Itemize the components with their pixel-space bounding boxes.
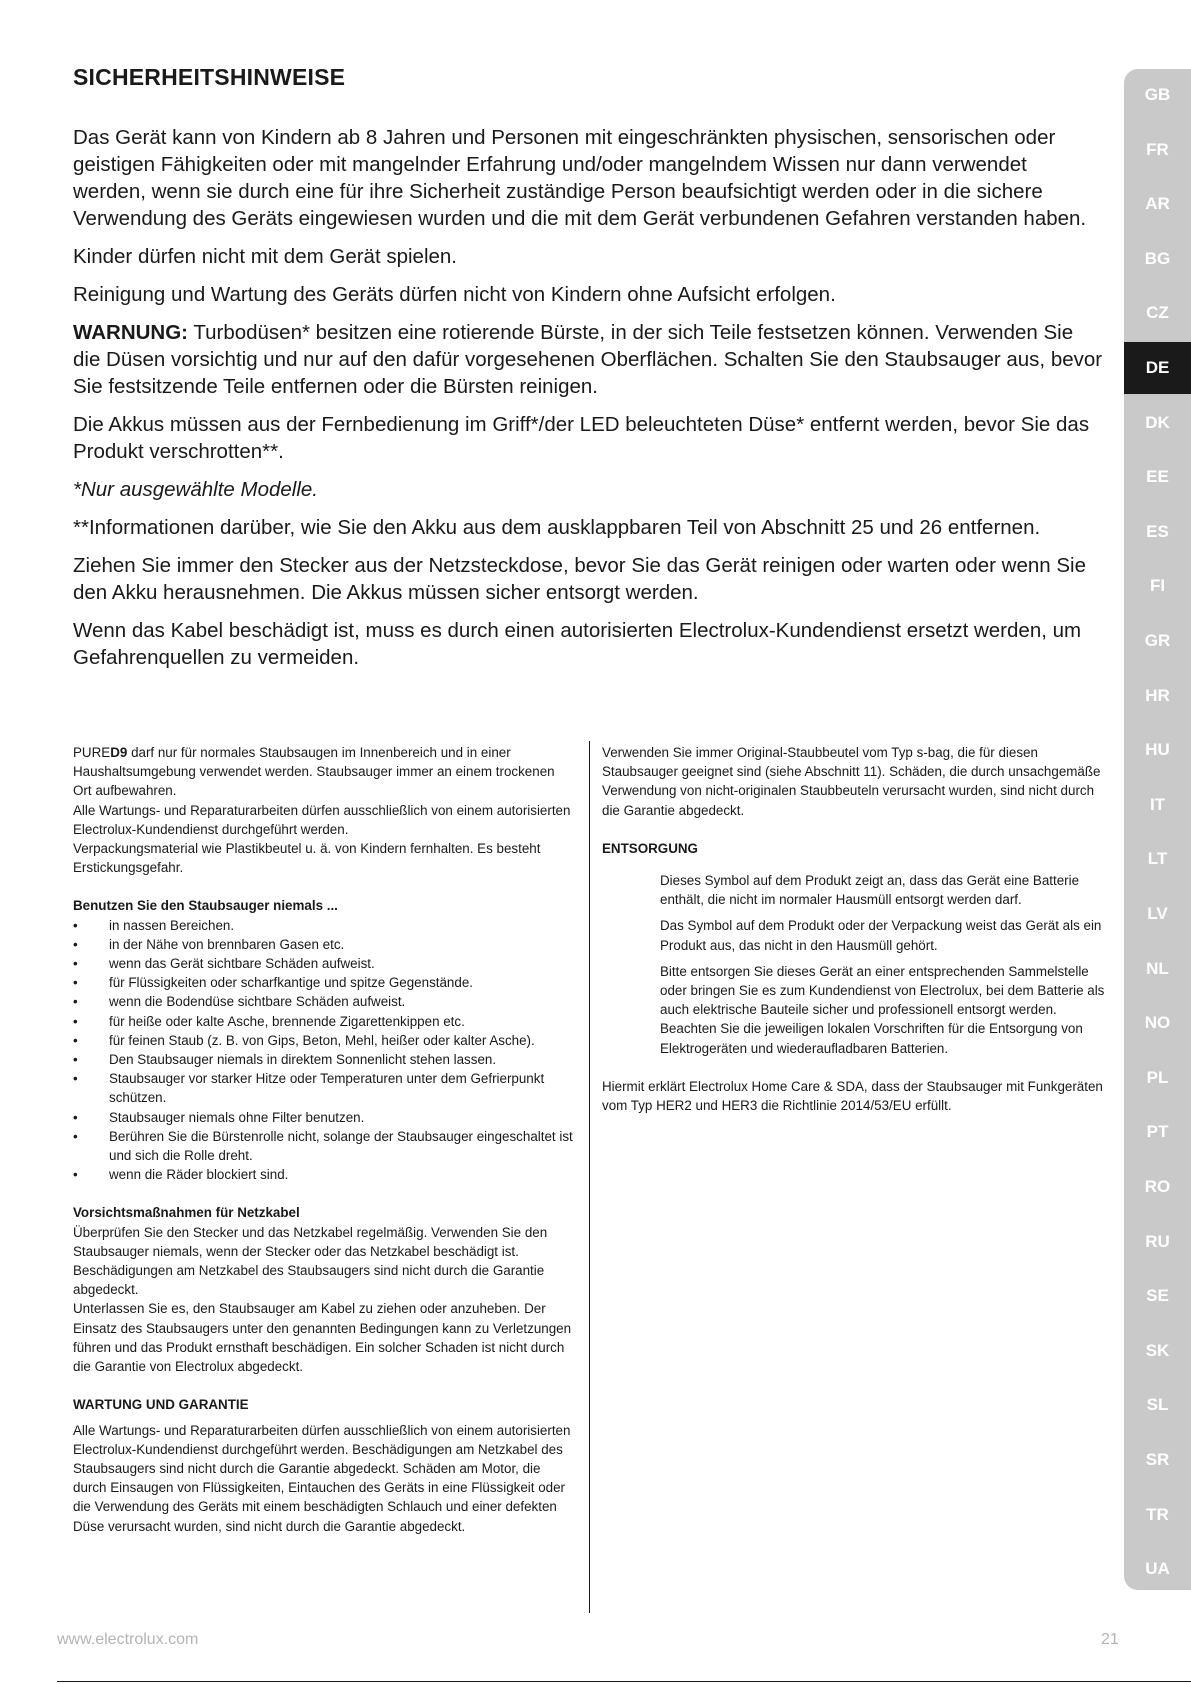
page-number: 21 (1101, 1631, 1119, 1648)
language-tab-lt[interactable]: LT (1147, 849, 1168, 869)
disposal-heading: ENTSORGUNG (602, 840, 698, 856)
language-tab-ee[interactable]: EE (1146, 467, 1169, 487)
language-tab-ar[interactable]: AR (1145, 194, 1170, 214)
language-tab-sk[interactable]: SK (1145, 1340, 1170, 1360)
language-tab-hu[interactable]: HU (1145, 740, 1170, 760)
bullet: • (73, 975, 78, 991)
list-item: • wenn die Bodendüse sichtbare Schäden aufweist. (73, 992, 573, 1011)
model-name-suffix: D9 (110, 745, 128, 760)
footer-url[interactable]: www.electrolux.com (57, 1631, 199, 1648)
language-tab-fi[interactable]: FI (1149, 576, 1166, 596)
intro-footnote-models: *Nur ausgewählte Modelle. (73, 478, 318, 501)
usage-paragraph (73, 743, 573, 801)
bullet: • (73, 936, 78, 952)
language-tab-sr[interactable]: SR (1145, 1450, 1170, 1469)
warning-label: WARNUNG: (73, 321, 189, 344)
list-item: • für Flüssigkeiten oder scharfkantige und spitze Gegenstände. (73, 973, 573, 992)
language-tab-pt[interactable]: PT (1146, 1122, 1169, 1142)
disposal-block (602, 871, 1107, 1058)
list-item: • wenn das Gerät sichtbare Schäden aufweist. (73, 954, 573, 973)
language-tab-it[interactable]: IT (1149, 794, 1166, 814)
intro-paragraph-warning (73, 319, 1103, 400)
intro-paragraph-children-play: Kinder dürfen nicht mit dem Gerät spielen. (73, 245, 457, 268)
list-item: • Den Staubsauger niemals in direktem Sonnenlicht stehen lassen. (73, 1050, 573, 1069)
intro-paragraph-cable: Wenn das Kabel beschädigt ist, muss es durch einen autorisierten Electrolux-Kundendienst ersetzt werden, um Gefahrenquellen zu vermeiden. (73, 619, 1082, 669)
service-paragraph: Alle Wartungs- und Reparaturarbeiten dürfen ausschließlich von einem autorisierten Electrolux-Kundendienst durchgeführt werden. (73, 802, 571, 837)
warranty-heading: WARTUNG UND GARANTIE (73, 1397, 249, 1413)
bullet: • (73, 1013, 78, 1029)
bullet: • (73, 994, 78, 1010)
declaration-paragraph: Hiermit erklärt Electrolux Home Care & SDA, dass der Staubsauger mit Funkgeräten vom Typ HER2 und HER3 die Richtlinie 2014/53/EU erfüllt. (602, 1078, 1103, 1114)
language-tab-gr[interactable]: GR (1144, 631, 1171, 650)
warranty-paragraph: Alle Wartungs- und Reparaturarbeiten dürfen ausschließlich von einem autorisierten Electrolux-Kundendienst durchgeführt werden. Beschädigungen am Netzkabel des Staubsaugers sind nicht durch die Garantie abgedeckt. Schäden am Motor, die durch Einsaugen von Flüssigkeiten, Eintauchen des Geräts in eine Flüssigkeit oder die Verwendung des Geräts mit einem beschädigten Schlauch und einer defekten Düse verursacht wurden, sind nicht durch die Garantie abgedeckt. (73, 1422, 571, 1534)
bullet: • (73, 1128, 78, 1144)
bullet: • (73, 1032, 78, 1048)
language-tab-sl[interactable]: SL (1146, 1395, 1169, 1415)
language-tab-tr[interactable]: TR (1146, 1504, 1169, 1524)
bullet: • (73, 956, 78, 972)
language-tab-no[interactable]: NO (1144, 1013, 1171, 1033)
list-item: • in nassen Bereichen. (73, 916, 573, 935)
disposal-paragraph-battery-symbol: Dieses Symbol auf dem Produkt zeigt an, dass das Gerät eine Batterie enthält, die nicht im normaler Hausmüll entsorgt werden darf. (660, 873, 1080, 908)
never-use-list (73, 916, 573, 1185)
list-item: • wenn die Räder blockiert sind. (73, 1165, 573, 1184)
list-item: • für feinen Staub (z. B. von Gips, Beton, Mehl, heißer oder kalter Asche). (73, 1031, 573, 1050)
language-tab-cz[interactable]: CZ (1146, 303, 1169, 323)
language-tab-se[interactable]: SE (1146, 1286, 1169, 1306)
intro-footnote-battery-info: **Informationen darüber, wie Sie den Akku aus dem ausklappbaren Teil von Abschnitt 25 und 26 entfernen. (73, 516, 1041, 539)
footer-rule (57, 1681, 1191, 1682)
intro-paragraph-unplug: Ziehen Sie immer den Stecker aus der Netzsteckdose, bevor Sie das Gerät reinigen oder warten oder wenn Sie den Akku herausnehmen. Die Akkus müssen sicher entsorgt werden. (73, 554, 1086, 604)
bullet: • (73, 1167, 78, 1183)
disposal-paragraph-collection: Bitte entsorgen Sie dieses Gerät an einer entsprechenden Sammelstelle oder bringen Sie es zum Kundendienst von Electrolux, bei dem Batterie als auch elektrische Bauteile sicher und professionell entsorgt werden. Beachten Sie die jeweiligen lokalen Vorschriften für die Entsorgung von Elektrogeräten und wiederaufladbaren Batterien. (660, 963, 1105, 1056)
language-tab-dk[interactable]: DK (1145, 412, 1170, 432)
language-tab-ua[interactable]: UA (1145, 1559, 1170, 1579)
language-tab-bg[interactable]: BG (1144, 248, 1171, 268)
language-tab-ru[interactable]: RU (1145, 1231, 1170, 1251)
cable-paragraph-pulling: Unterlassen Sie es, den Staubsauger am Kabel zu ziehen oder anzuheben. Der Einsatz des Staubsaugers unter den genannten Bedingungen kann zu Verletzungen führen und das Produkt ernsthaft beschädigen. Ein solcher Schaden ist nicht durch die Garantie von Electrolux abgedeckt. (73, 1301, 572, 1375)
bags-paragraph: Verwenden Sie immer Original-Staubbeutel vom Typ s-bag, die für diesen Staubsauger geeignet sind (siehe Abschnitt 11). Schäden, die durch unsachgemäße Verwendung von nicht-originalen Staubbeuteln verursacht wurden, sind nicht durch die Garantie abgedeckt. (602, 745, 1101, 818)
bullet: • (73, 1052, 78, 1068)
bullet: • (73, 917, 78, 933)
usage-text: darf nur für normales Staubsaugen im Innenbereich und in einer Haushaltsumgebung verwendet werden. Staubsauger immer an einem trockenen Ort aufbewahren. (73, 745, 555, 799)
cable-paragraph-warranty: Beschädigungen am Netzkabel des Staubsaugers sind nicht durch die Garantie abgedeckt. (73, 1263, 545, 1298)
right-column (602, 743, 1107, 1115)
warning-text: Turbodüsen* besitzen eine rotierende Bürste, in der sich Teile festsetzen können. Verwenden Sie die Düsen vorsichtig und nur auf den dafür vorgesehenen Oberflächen. Schalten Sie den Staubsauger aus, bevor Sie festsitzende Teile entfernen oder die Bürsten reinigen. (73, 321, 1103, 398)
list-item: • Staubsauger vor starker Hitze oder Temperaturen unter dem Gefrierpunkt schützen. (73, 1071, 545, 1106)
bullet: • (73, 1109, 78, 1125)
intro-section (73, 124, 1103, 682)
list-item: • Berühren Sie die Bürstenrolle nicht, solange der Staubsauger eingeschaltet ist und sich die Rolle dreht. (73, 1128, 573, 1164)
list-item: • für heiße oder kalte Asche, brennende Zigarettenkippen etc. (73, 1012, 573, 1031)
packaging-paragraph: Verpackungsmaterial wie Plastikbeutel u. ä. von Kindern fernhalten. Es besteht Erstickungsgefahr. (73, 841, 541, 876)
language-tab-hr[interactable]: HR (1145, 685, 1170, 705)
language-tab-es[interactable]: ES (1146, 521, 1169, 541)
left-column (73, 743, 573, 1536)
language-tab-fr[interactable]: FR (1146, 139, 1169, 159)
disposal-paragraph-product-symbol: Das Symbol auf dem Produkt oder der Verpackung weist das Gerät als ein Produkt aus, das nicht in den Hausmüll gehört. (660, 918, 1102, 953)
intro-paragraph-children-supervision: Das Gerät kann von Kindern ab 8 Jahren und Personen mit eingeschränkten physischen, sensorischen oder geistigen Fähigkeiten oder mit mangelnder Erfahrung und/oder mangelndem Wissen nur dann verwendet werden, wenn sie durch eine für ihre Sicherheit zuständige Person beaufsichtigt werden oder in die sichere Verwendung des Geräts eingewiesen wurden und die mit dem Gerät verbundenen Gefahren verstanden haben. (73, 126, 1087, 230)
bullet: • (73, 1071, 78, 1087)
list-item: • in der Nähe von brennbaren Gasen etc. (73, 935, 573, 954)
language-tab-de[interactable]: DE (1124, 342, 1191, 394)
intro-paragraph-batteries: Die Akkus müssen aus der Fernbedienung im Griff*/der LED beleuchteten Düse* entfernt werden, bevor Sie das Produkt verschrotten**. (73, 413, 1090, 463)
never-use-heading: Benutzen Sie den Staubsauger niemals ... (73, 898, 338, 914)
language-tab-ro[interactable]: RO (1144, 1177, 1171, 1196)
list-item: • Staubsauger niemals ohne Filter benutzen. (73, 1108, 573, 1127)
language-tab-nl[interactable]: NL (1146, 958, 1169, 978)
cable-paragraph-check: Überprüfen Sie den Stecker und das Netzkabel regelmäßig. Verwenden Sie den Staubsauger niemals, wenn der Stecker oder das Netzkabel beschädigt ist. (73, 1224, 548, 1259)
column-divider (589, 741, 590, 1613)
language-tab-gb[interactable]: GB (1144, 85, 1171, 104)
model-name-prefix: PURE (73, 745, 111, 760)
intro-paragraph-cleaning: Reinigung und Wartung des Geräts dürfen nicht von Kindern ohne Aufsicht erfolgen. (73, 283, 836, 306)
language-tab-lv[interactable]: LV (1147, 904, 1168, 923)
language-tab-pl[interactable]: PL (1146, 1067, 1169, 1087)
language-tab-strip (1124, 69, 1191, 1590)
cable-heading: Vorsichtsmaßnahmen für Netzkabel (73, 1205, 300, 1221)
page-title: SICHERHEITSHINWEISE (73, 64, 346, 90)
